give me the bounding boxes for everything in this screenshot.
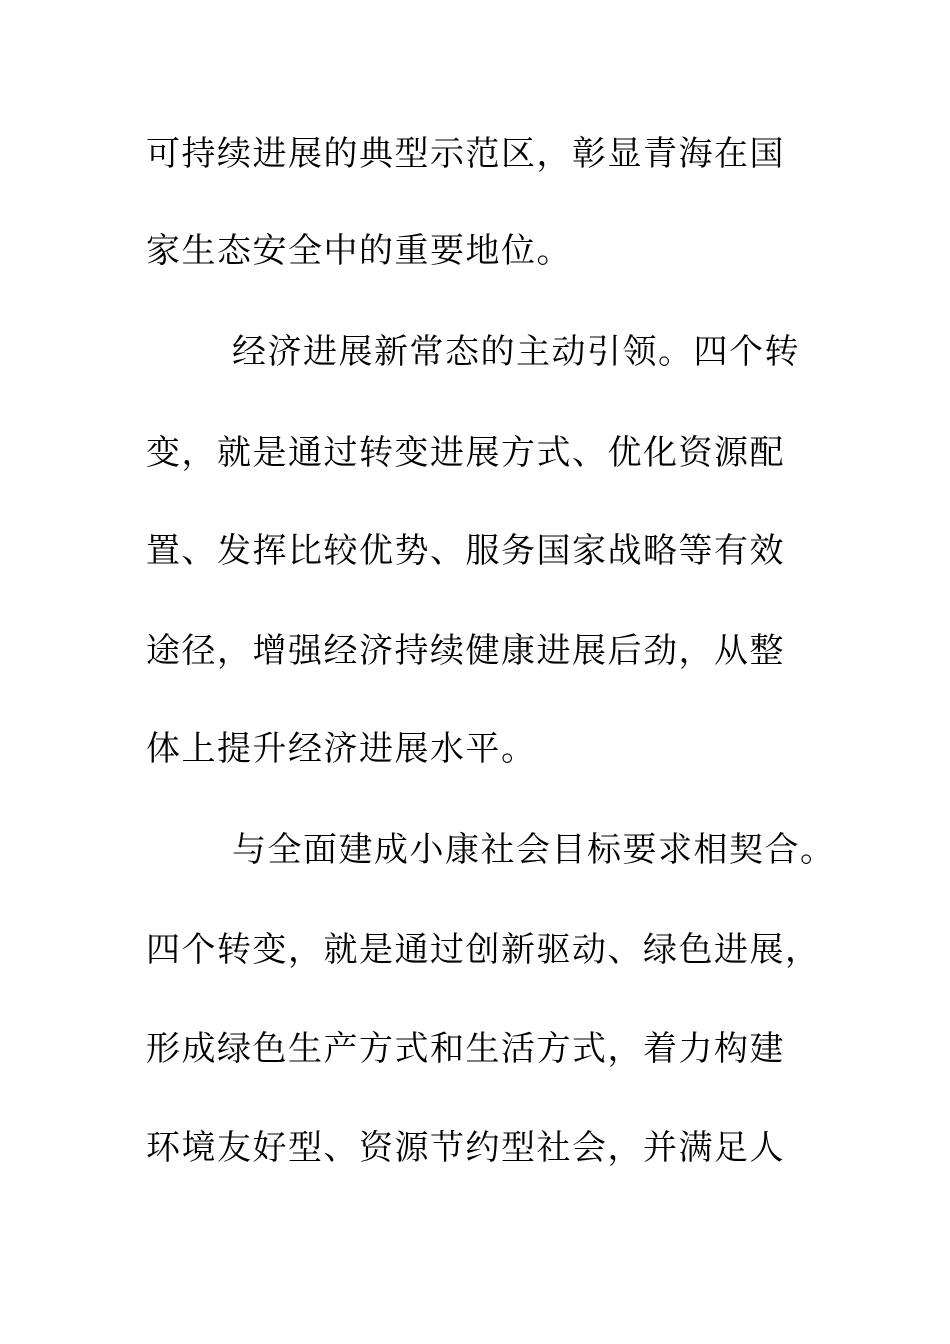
text-line: 途径，增强经济持续健康进展后劲，从整 xyxy=(146,631,785,671)
text-line: 体上提升经济进展水平。 xyxy=(146,729,537,769)
paragraph-start-line: 经济进展新常态的主动引领。四个转 xyxy=(232,332,800,372)
text-line: 形成绿色生产方式和生活方式，着力构建 xyxy=(146,1029,785,1069)
text-line: 家生态安全中的重要地位。 xyxy=(146,231,572,271)
paragraph-start-line: 与全面建成小康社会目标要求相契合。 xyxy=(232,830,836,870)
text-line: 可持续进展的典型示范区，彰显青海在国 xyxy=(146,134,785,174)
text-line: 环境友好型、资源节约型社会，并满足人 xyxy=(146,1128,785,1168)
text-line: 置、发挥比较优势、服务国家战略等有效 xyxy=(146,531,785,571)
text-line: 变，就是通过转变进展方式、优化资源配 xyxy=(146,433,785,473)
text-line: 四个转变，就是通过创新驱动、绿色进展， xyxy=(146,930,821,970)
